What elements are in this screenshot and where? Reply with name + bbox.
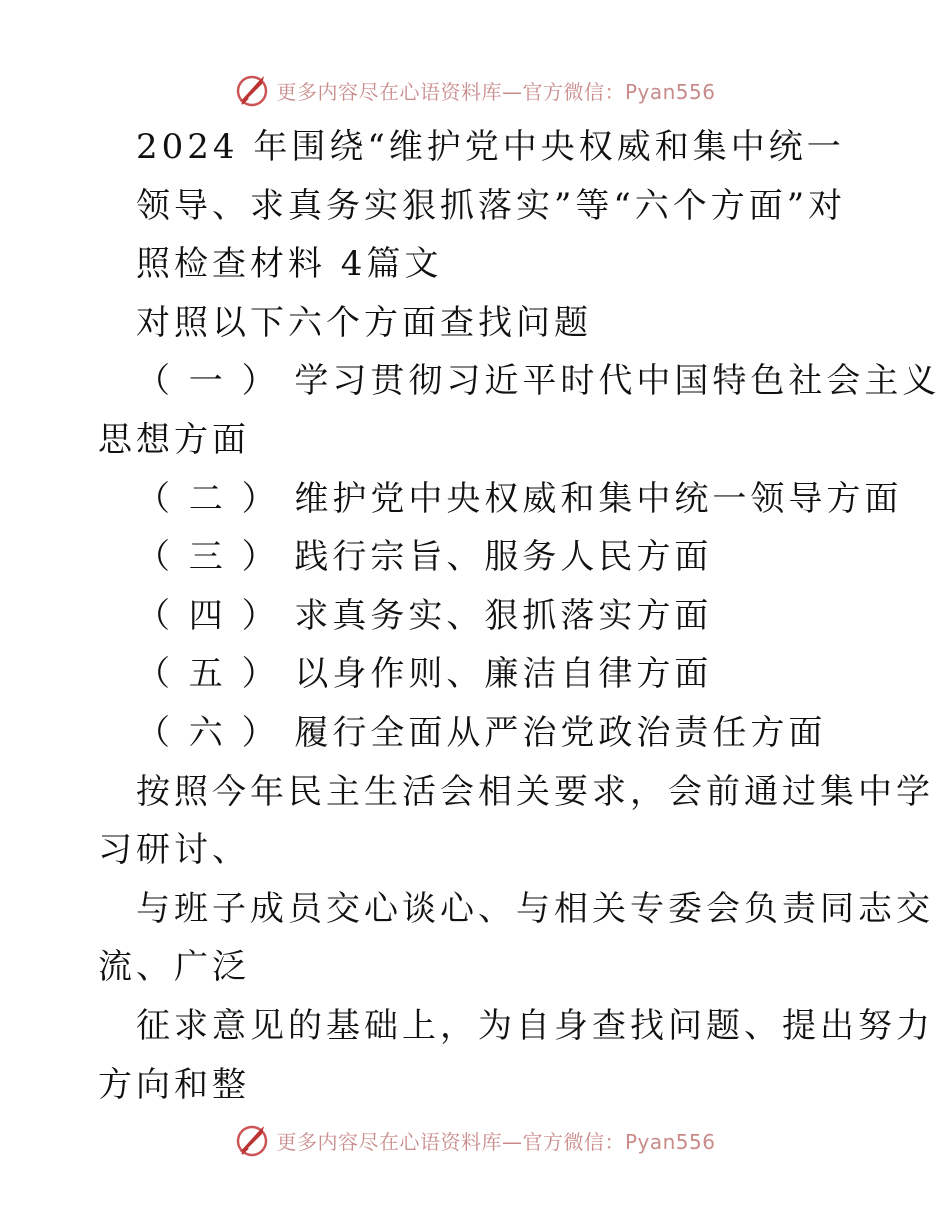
quill-pen-logo-icon <box>234 72 270 108</box>
footer-watermark <box>0 1120 950 1160</box>
paragraph-line: 按照今年民主生活会相关要求，会前通过集中学 <box>136 771 934 812</box>
title-line: 领导、求真务实狠抓落实”等“六个方面”对 <box>136 185 847 226</box>
document-body <box>98 118 941 1114</box>
watermark-text: 更多内容尽在心语资料库—官方微信：Pyan556 <box>276 1129 716 1154</box>
list-item: （ 二 ） 维护党中央权威和集中统一领导方面 <box>136 478 903 519</box>
paragraph-line: 方向和整 <box>98 1064 250 1105</box>
paragraph-line: 征求意见的基础上，为自身查找问题、提出努力 <box>136 1005 934 1046</box>
quill-pen-logo-icon <box>234 1122 270 1158</box>
paragraph-line: 流、广泛 <box>98 947 250 988</box>
list-item: （ 四 ） 求真务实、狠抓落实方面 <box>136 595 713 636</box>
paragraph-line: 对照以下六个方面查找问题 <box>136 302 592 343</box>
list-item-continuation: 思想方面 <box>98 419 250 460</box>
paragraph-line: 习研讨、 <box>98 830 250 871</box>
list-item: （ 三 ） 践行宗旨、服务人民方面 <box>136 537 713 578</box>
list-item: （ 五 ） 以身作则、廉洁自律方面 <box>136 654 713 695</box>
paragraph-line: 与班子成员交心谈心、与相关专委会负责同志交 <box>136 888 934 929</box>
list-item: （ 一 ） 学习贯彻习近平时代中国特色社会主义 <box>136 361 941 402</box>
watermark-text: 更多内容尽在心语资料库—官方微信：Pyan556 <box>276 79 716 104</box>
header-watermark <box>0 70 950 110</box>
title-line: 照检查材料 4篇文 <box>136 244 443 285</box>
title-line: 2024 年围绕“维护党中央权威和集中统一 <box>136 127 845 167</box>
list-item: （ 六 ） 履行全面从严治党政治责任方面 <box>136 712 827 753</box>
